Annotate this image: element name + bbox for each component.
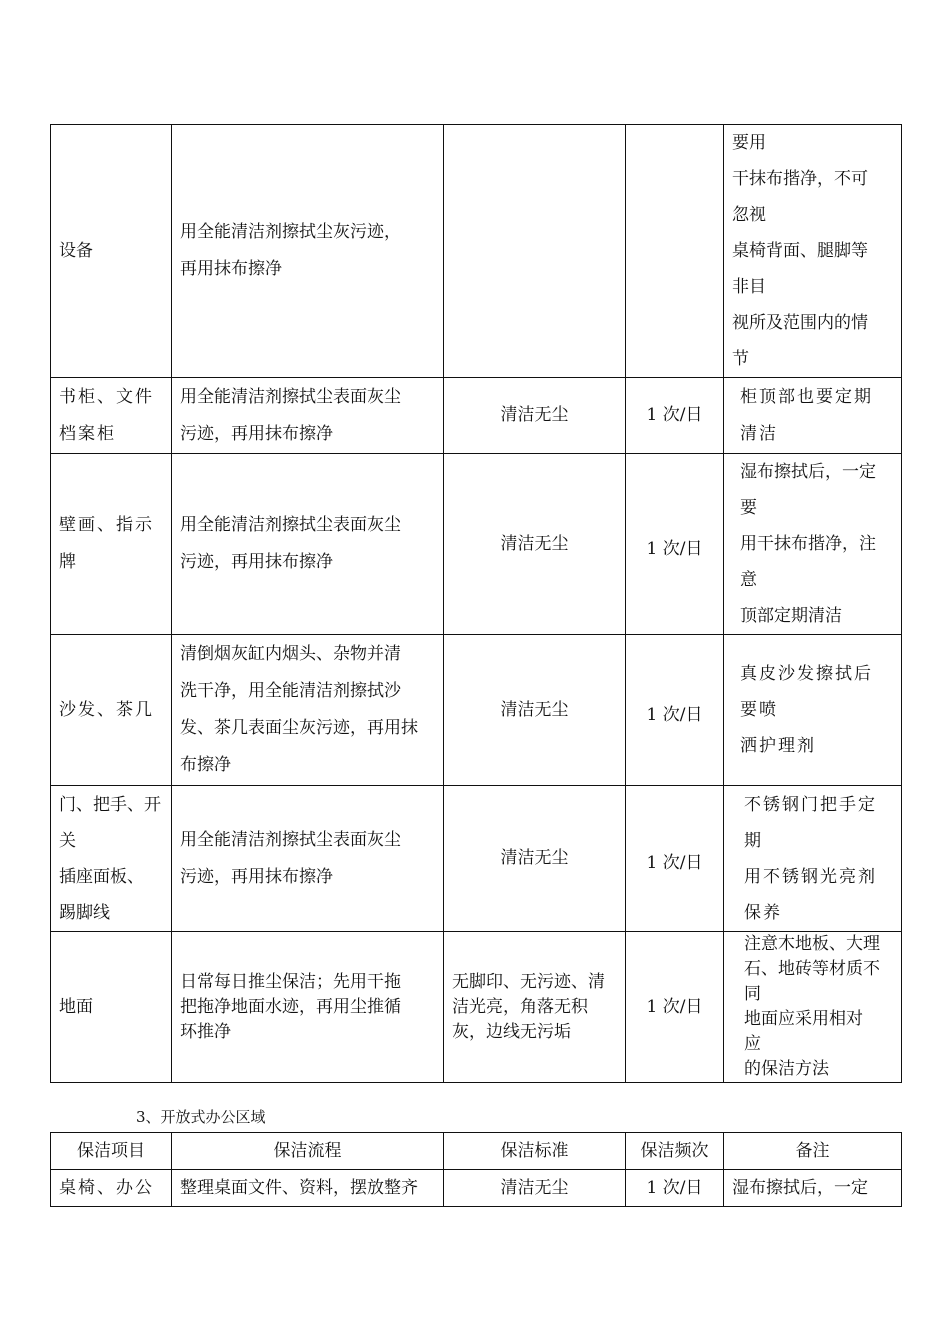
- header-standard: 保洁标准: [444, 1133, 626, 1170]
- table-row: [51, 786, 902, 932]
- table-row: [51, 635, 902, 786]
- standard-cell: 清洁无尘: [444, 635, 626, 786]
- standard-cell: 无脚印、无污迹、清 洁光亮，角落无积 灰，边线无污垢: [444, 932, 626, 1083]
- frequency-cell: 1 次/日: [626, 378, 724, 454]
- item-cell: 壁画、指示 牌: [51, 454, 172, 635]
- item-cell: 书柜、文件 档案柜: [51, 378, 172, 454]
- frequency-cell: 1 次/日: [626, 635, 724, 786]
- header-item: 保洁项目: [51, 1133, 172, 1170]
- item-cell: 地面: [51, 932, 172, 1083]
- frequency-cell: 1 次/日: [626, 932, 724, 1083]
- table-row: [51, 378, 902, 454]
- table-header-row: [51, 1133, 902, 1170]
- process-cell: 用全能清洁剂擦拭尘表面灰尘 污迹，再用抹布擦净: [172, 378, 444, 454]
- note-cell: 湿布擦拭后，一定 要 用干抹布揩净，注 意 顶部定期清洁: [724, 454, 902, 635]
- item-cell: 沙发、茶几: [51, 635, 172, 786]
- open-office-table: [50, 1132, 902, 1207]
- item-cell: 门、把手、开 关 插座面板、 踢脚线: [51, 786, 172, 932]
- cleaning-table-continued: [50, 124, 902, 1083]
- process-cell: 用全能清洁剂擦拭尘灰污迹， 再用抹布擦净: [172, 125, 444, 378]
- note-cell: 柜顶部也要定期 清洁: [724, 378, 902, 454]
- table-row: [51, 454, 902, 635]
- item-cell: 桌椅、办公: [51, 1170, 172, 1207]
- process-cell: 用全能清洁剂擦拭尘表面灰尘 污迹，再用抹布擦净: [172, 454, 444, 635]
- note-cell: 不锈钢门把手定 期 用不锈钢光亮剂 保养: [724, 786, 902, 932]
- standard-cell: 清洁无尘: [444, 378, 626, 454]
- standard-cell: [444, 125, 626, 378]
- frequency-cell: 1 次/日: [626, 786, 724, 932]
- standard-cell: 清洁无尘: [444, 454, 626, 635]
- standard-cell: 清洁无尘: [444, 786, 626, 932]
- note-cell: 注意木地板、大理 石、地砖等材质不 同 地面应采用相对 应 的保洁方法: [724, 932, 902, 1083]
- frequency-cell: 1 次/日: [626, 1170, 724, 1207]
- process-cell: 用全能清洁剂擦拭尘表面灰尘 污迹，再用抹布擦净: [172, 786, 444, 932]
- table-row: [51, 1170, 902, 1207]
- header-frequency: 保洁频次: [626, 1133, 724, 1170]
- note-cell: 要用 干抹布揩净，不可 忽视 桌椅背面、腿脚等 非目 视所及范围内的情 节: [724, 125, 902, 378]
- process-cell: 整理桌面文件、资料，摆放整齐: [172, 1170, 444, 1207]
- table-row: [51, 125, 902, 378]
- note-cell: 真皮沙发擦拭后 要喷 洒护理剂: [724, 635, 902, 786]
- header-process: 保洁流程: [172, 1133, 444, 1170]
- standard-cell: 清洁无尘: [444, 1170, 626, 1207]
- section-heading: 3、开放式办公区域: [136, 1108, 266, 1126]
- process-cell: 清倒烟灰缸内烟头、杂物并清 洗干净，用全能清洁剂擦拭沙 发、茶几表面尘灰污迹，再用抹 布擦净: [172, 635, 444, 786]
- header-note: 备注: [724, 1133, 902, 1170]
- frequency-cell: [626, 125, 724, 378]
- frequency-cell: 1 次/日: [626, 454, 724, 635]
- note-cell: 湿布擦拭后，一定: [724, 1170, 902, 1207]
- item-cell: 设备: [51, 125, 172, 378]
- process-cell: 日常每日推尘保洁；先用干拖 把拖净地面水迹，再用尘推循 环推净: [172, 932, 444, 1083]
- table-row: [51, 932, 902, 1083]
